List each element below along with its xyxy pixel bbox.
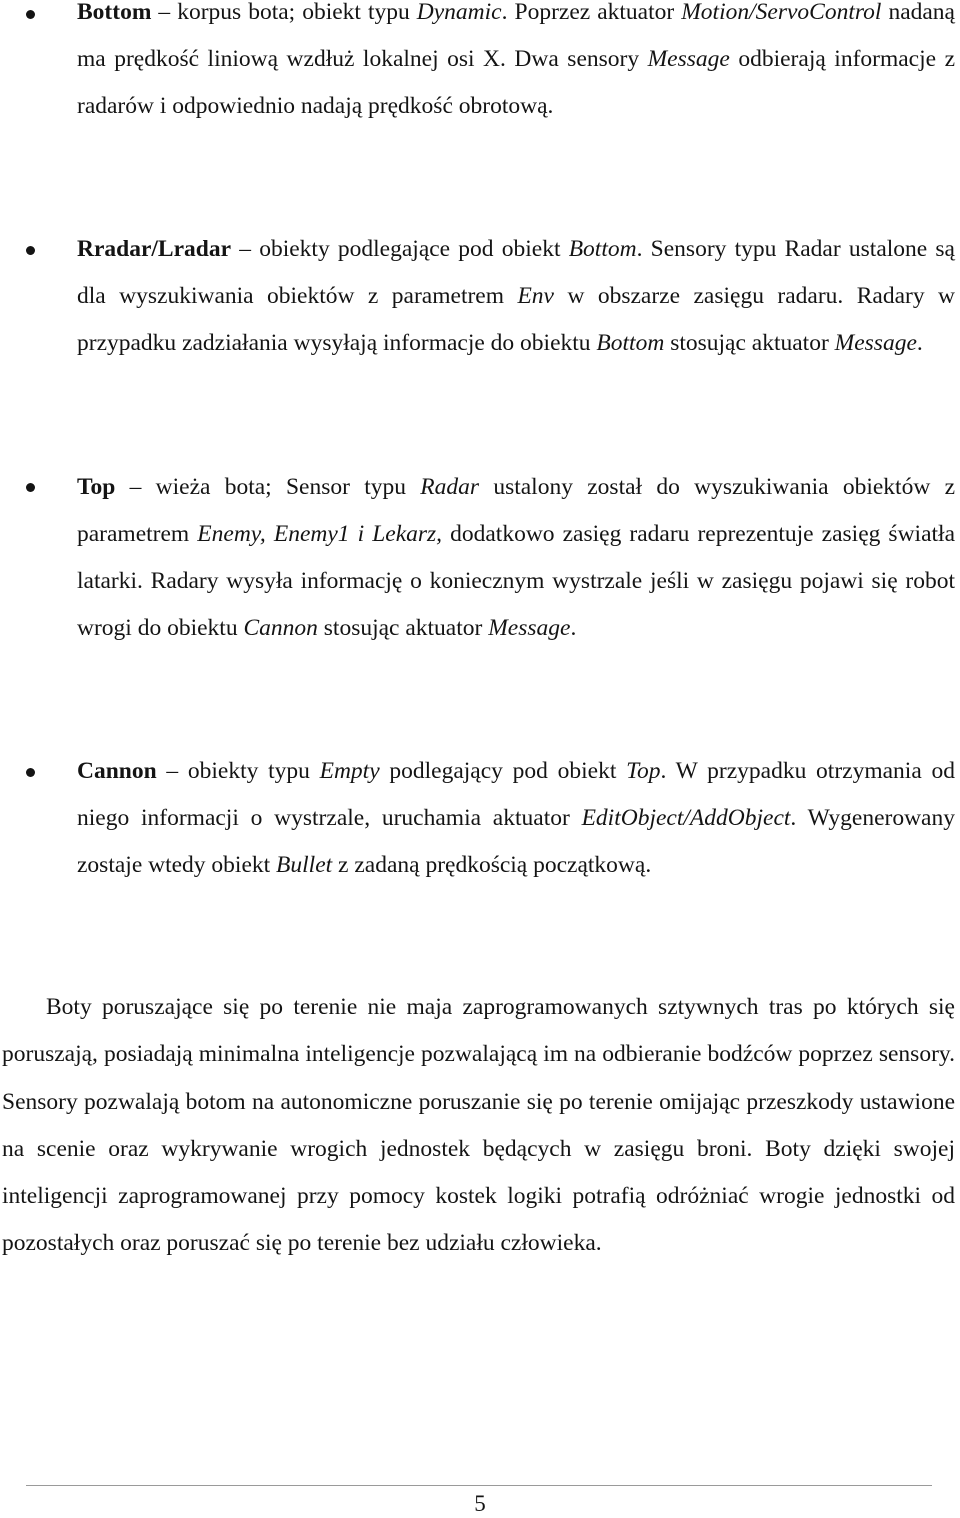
text-segment: . Poprzez aktuator (501, 0, 682, 25)
text-segment: . Sensory typu Radar ustalone są dla wyszukiwania obiektów z parametrem (77, 236, 955, 309)
text-segment: – wieża bota; Sensor typu (115, 474, 421, 500)
bullet-dot-icon (26, 246, 35, 255)
text-segment: . (916, 330, 923, 356)
term-rradar-lradar: Rradar/Lradar (77, 236, 232, 262)
text-segment: . (570, 615, 577, 641)
text-segment: stosując aktuator (664, 330, 835, 356)
bullet-dot-icon (26, 483, 35, 492)
text-segment: . W przypadku otrzymania od niego informacji o wystrzale, uruchamia aktuator (77, 758, 955, 831)
text-segment: podlegający pod obiekt (379, 758, 627, 784)
text-segment: stosując aktuator (317, 615, 489, 641)
italic-term: Message (647, 46, 730, 72)
footer-divider (26, 1485, 932, 1486)
italic-term: Motion/ServoControl (681, 0, 882, 25)
bullet-dot-icon (26, 10, 35, 19)
italic-term: Dynamic (416, 0, 502, 25)
italic-term: Bottom (568, 236, 637, 262)
bullet-text (77, 748, 955, 889)
italic-term: Radar (420, 474, 480, 500)
term-bottom: Bottom (77, 0, 152, 25)
italic-term: Message (834, 330, 917, 356)
page-number: 5 (474, 1491, 486, 1516)
text-segment: . Wygenerowany zostaje wtedy obiekt (77, 805, 955, 878)
italic-term: Env (517, 283, 554, 309)
body-paragraph: Boty poruszające się po terenie nie maja zaprogramowanych sztywnych tras po których się poruszają, posiadają minimalna inteligencje pozwalającą im na odbieranie bodźców poprzez sensory. Sensory pozwalają botom na autonomiczne poruszanie się po terenie omijając przeszkody ustawione na scenie oraz wykrywanie wrogich jednostek będących w zasięgu broni. Boty dzięki swojej inteligencji zaprogramowanej przy pomocy kostek logiki potrafią odróżniać wrogie jednostki od pozostałych oraz poruszać się po terenie bez udziału człowieka. (2, 994, 955, 1257)
bullet-text (77, 464, 955, 652)
italic-term: Cannon (243, 615, 318, 641)
term-cannon: Cannon (77, 758, 157, 784)
text-segment: odbierają informacje z radarów i odpowiednio nadają prędkość obrotową. (77, 46, 956, 119)
italic-term: Bottom (596, 330, 665, 356)
italic-term: Empty (319, 758, 380, 784)
text-segment: – obiekty podlegające pod obiekt (231, 236, 569, 262)
italic-term: Bullet (276, 852, 333, 878)
italic-term: Top (626, 758, 661, 784)
text-segment: nadaną ma prędkość liniową wzdłuż lokalnej osi X. Dwa sensory (77, 0, 955, 72)
bullet-text (77, 0, 955, 130)
bullet-text (77, 226, 955, 367)
text-segment: dodatkowo zasięg radaru reprezentuje zasięg światła latarki. Radary wysyła informację o koniecznym wystrzale jeśli w zasięgu pojawi się robot wrogi do obiektu (77, 521, 955, 641)
text-segment: ustalony został do wyszukiwania obiektów z parametrem (77, 474, 955, 547)
italic-term: EditObject/AddObject (581, 805, 791, 831)
text-segment: w obszarze zasięgu radaru. Radary w przypadku zadziałania wysyłają informacje do obiektu (77, 283, 955, 356)
italic-term: Message (488, 615, 571, 641)
term-top: Top (77, 474, 116, 500)
text-segment: z zadaną prędkością początkową. (332, 852, 652, 878)
text-segment: – obiekty typu (156, 758, 320, 784)
text-segment: – korpus bota; obiekt typu (151, 0, 417, 25)
italic-term: Enemy, Enemy1 i Lekarz, (197, 521, 443, 547)
bullet-dot-icon (26, 768, 35, 777)
